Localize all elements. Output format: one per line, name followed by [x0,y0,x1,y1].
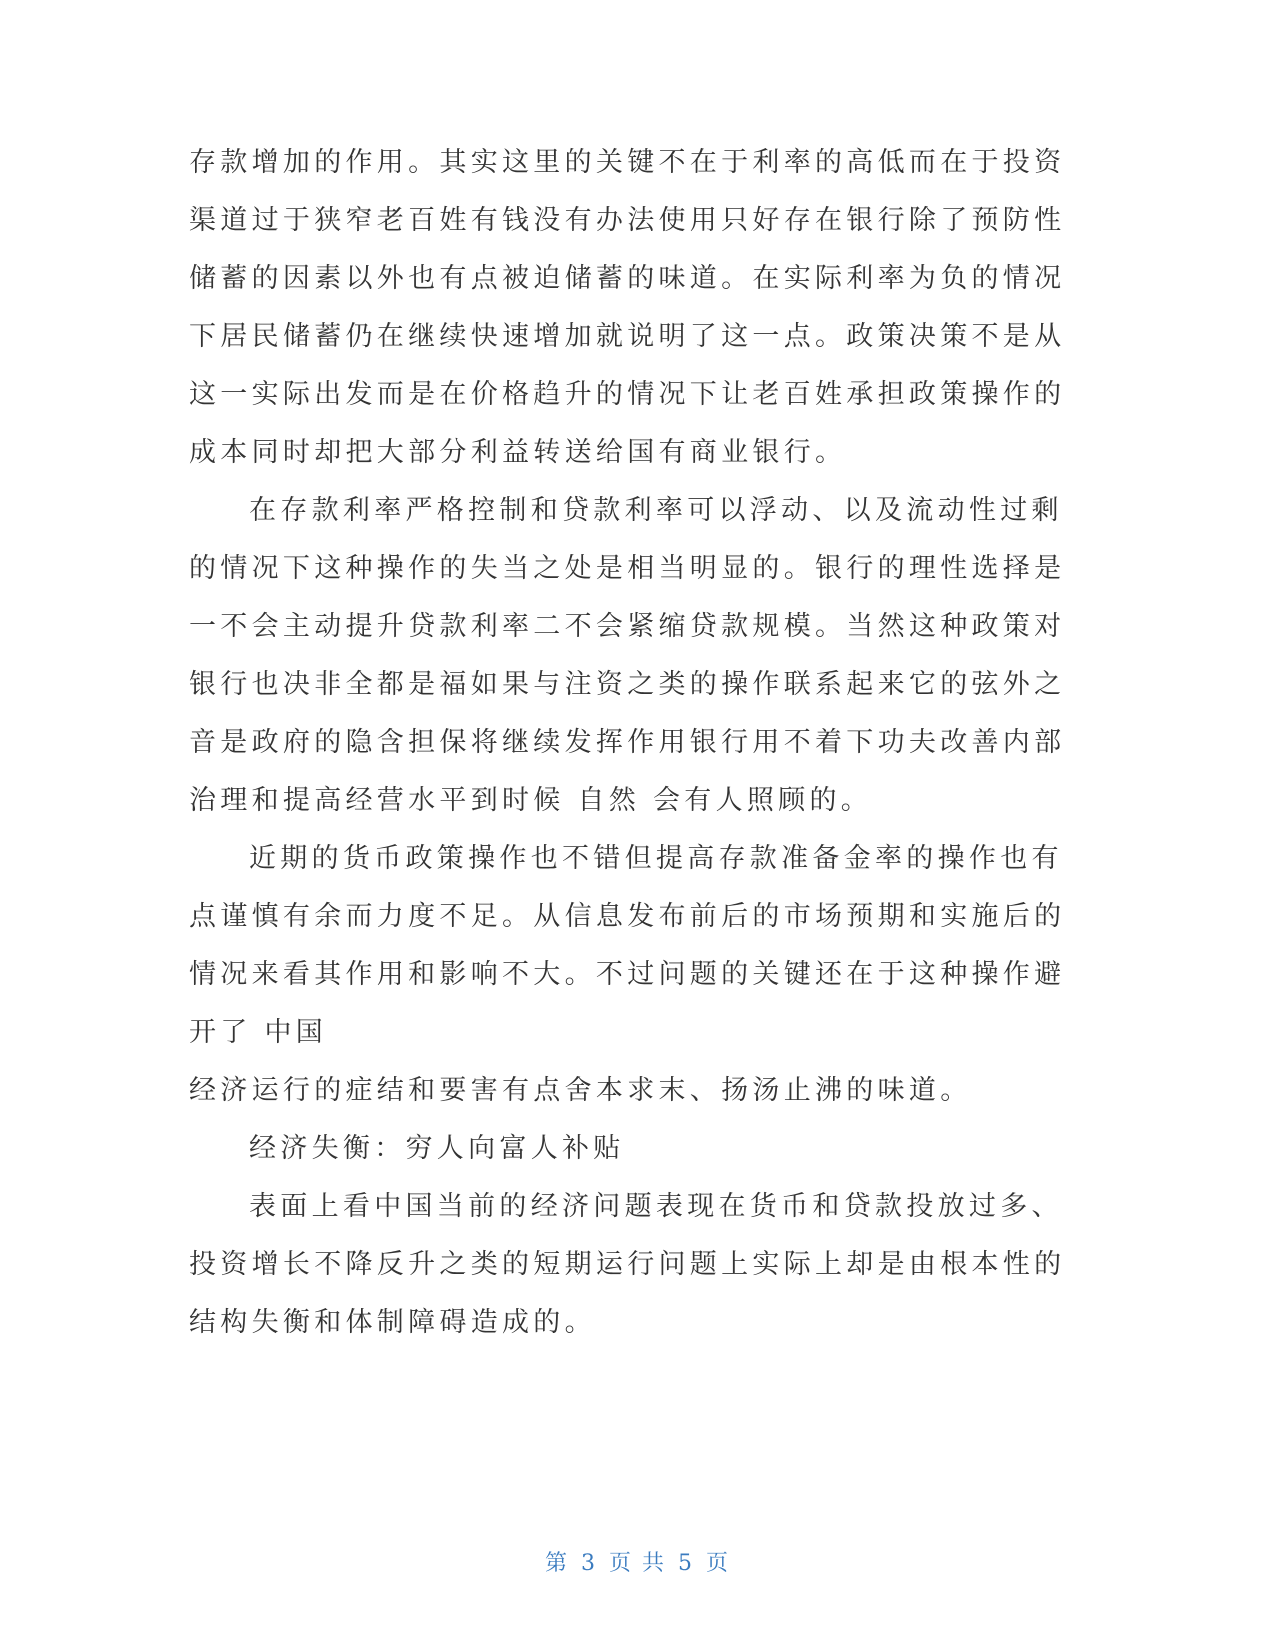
text-line: 银行也决非全都是福如果与注资之类的操作联系起来它的弦外之 [189,669,1066,700]
text-line: 开了 中国 [189,1017,328,1048]
text-line: 经济运行的症结和要害有点舍本求末、扬汤止沸的味道。 [189,1075,972,1106]
text-line: 结构失衡和体制障碍造成的。 [189,1307,596,1338]
text-line: 这一实际出发而是在价格趋升的情况下让老百姓承担政策操作的 [189,379,1066,410]
text-line: 渠道过于狭窄老百姓有钱没有办法使用只好存在银行除了预防性 [189,205,1066,236]
page-footer [0,1546,1275,1577]
footer-suffix: 页 [706,1551,731,1576]
footer-prefix: 第 [544,1551,569,1576]
text-line: 点谨慎有余而力度不足。从信息发布前后的市场预期和实施后的 [189,901,1066,932]
text-line: 储蓄的因素以外也有点被迫储蓄的味道。在实际利率为负的情况 [189,263,1066,294]
footer-middle: 页 共 [609,1551,666,1576]
text-line: 音是政府的隐含担保将继续发挥作用银行用不着下功夫改善内部 [189,727,1066,758]
paragraph-start-line: 近期的货币政策操作也不错但提高存款准备金率的操作也有 [249,843,1063,874]
text-line: 一不会主动提升贷款利率二不会紧缩贷款规模。当然这种政策对 [189,611,1066,642]
text-line: 存款增加的作用。其实这里的关键不在于利率的高低而在于投资 [189,147,1066,178]
total-pages-number: 5 [678,1551,694,1576]
text-line: 成本同时却把大部分利益转送给国有商业银行。 [189,437,847,468]
text-line: 治理和提高经营水平到时候 自然 会有人照顾的。 [189,785,873,816]
text-line: 情况来看其作用和影响不大。不过问题的关键还在于这种操作避 [189,959,1066,990]
section-heading: 经济失衡：穷人向富人补贴 [249,1133,625,1164]
current-page-number: 3 [581,1551,597,1576]
text-line: 的情况下这种操作的失当之处是相当明显的。银行的理性选择是 [189,553,1066,584]
paragraph-start-line: 表面上看中国当前的经济问题表现在货币和贷款投放过多、 [249,1191,1063,1222]
paragraph-start-line: 在存款利率严格控制和贷款利率可以浮动、以及流动性过剩 [249,495,1063,526]
text-line: 投资增长不降反升之类的短期运行问题上实际上却是由根本性的 [189,1249,1066,1280]
text-line: 下居民储蓄仍在继续快速增加就说明了这一点。政策决策不是从 [189,321,1066,352]
